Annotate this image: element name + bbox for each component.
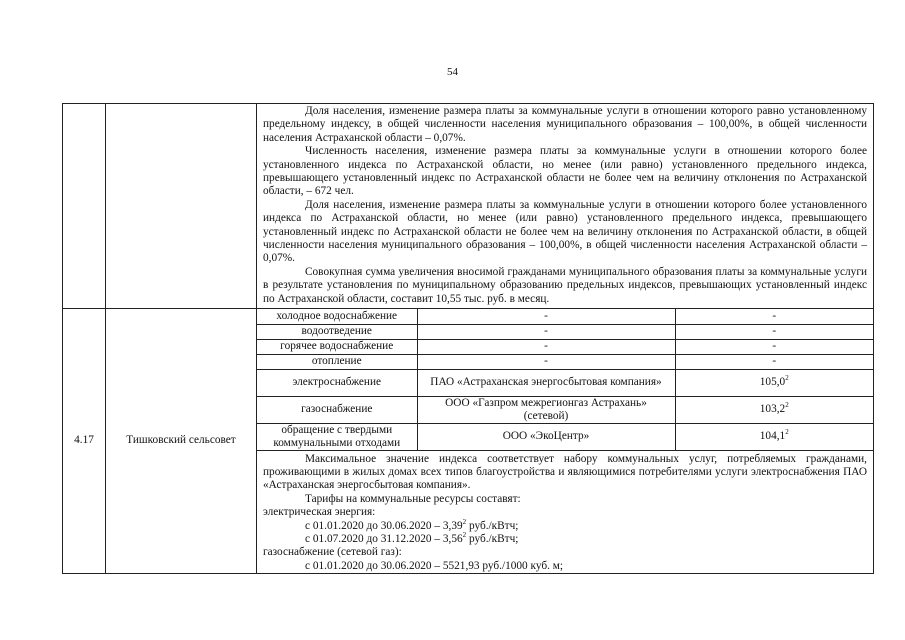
service-name: водоотведение: [257, 324, 417, 339]
population-share-paragraph: Доля населения, изменение размера платы за коммунальные услуги в отношении которого равно установленному предельному индексу, в общей численности населения муниципального образования – 100,00%, в общей численности населения Астраханской области – 0,07%.: [263, 105, 867, 144]
gas-label: газоснабжение (сетевой газ):: [263, 546, 402, 559]
electricity-label: электрическая энергия:: [263, 506, 376, 519]
service-name: горячее водоснабжение: [257, 339, 417, 354]
service-index: 103,2$^2$: [675, 396, 873, 423]
service-provider: -: [417, 339, 675, 354]
tariff-table: [62, 103, 874, 574]
service-provider: -: [417, 354, 675, 369]
tariffs-intro: Тарифы на коммунальные ресурсы составят:: [305, 492, 521, 505]
services-cell: [257, 309, 874, 574]
services-table: [257, 309, 873, 451]
electricity-tariff-2: с 01.07.2020 до 31.12.2020 – 3,56$^2$ руб./кВтч;: [305, 531, 519, 546]
service-provider: ООО «Газпром межрегионгаз Астрахань» (сетевой): [417, 396, 675, 423]
population-stats-cell: [257, 104, 874, 309]
service-name: газоснабжение: [257, 396, 417, 423]
service-index: 105,0$^2$: [675, 369, 873, 396]
population-count-paragraph: Численность населения, изменение размера платы за коммунальные услуги в отношении которого более установленного индекса по Астраханской области, но менее (или равно) установленного предельного индекса, превышающего установленный индекс по Астраханской области не более чем на величину отклонения по Астраханской области, – 672 чел.: [263, 145, 867, 198]
service-name: электроснабжение: [257, 369, 417, 396]
service-row: [257, 423, 873, 450]
page-number: 54: [447, 66, 458, 78]
service-index: -: [675, 339, 873, 354]
service-index: 104,1$^2$: [675, 423, 873, 450]
tariffs-block: [257, 451, 873, 574]
service-row: [257, 396, 873, 423]
service-provider: -: [417, 309, 675, 324]
population-share-excess-paragraph: Доля населения, изменение размера платы за коммунальные услуги в отношении которого более установленного индекса по Астраханской области, но менее (или равно) установленного предельного индекса, превышающего установленный индекс по Астраханской области не более чем на величину отклонения по Астраханской области, в общей численности населения муниципального образования – 100,00%, в общей численности населения Астраханской области – 0,07%.: [263, 198, 867, 265]
service-name: холодное водоснабжение: [257, 309, 417, 324]
service-provider: ООО «ЭкоЦентр»: [417, 423, 675, 450]
service-row: [257, 324, 873, 339]
service-index: -: [675, 354, 873, 369]
service-index: -: [675, 324, 873, 339]
max-index-note: Максимальное значение индекса соответствует набору коммунальных услуг, потребляемых гражданами, проживающими в жилых домах всех типов благоустройства и являющимися потребителями услуги электроснабжения ПАО «Астраханская энергосбытовая компания».: [263, 452, 867, 492]
service-provider: -: [417, 324, 675, 339]
total-increase-paragraph: Совокупная сумма увеличения вносимой гражданами муниципального образования платы за коммунальные услуги в результате установления по муниципальному образованию предельных индексов, превышающих установленный индекс по Астраханской области, составит 10,55 тыс. руб. в месяц.: [263, 265, 867, 305]
service-name: отопление: [257, 354, 417, 369]
electricity-tariff-1: с 01.01.2020 до 30.06.2020 – 3,39$^2$ руб./кВтч;: [305, 517, 519, 532]
municipality-name: Тишковский сельсовет: [106, 309, 257, 574]
table-row: [63, 104, 874, 309]
service-name: обращение с твердыми коммунальными отходами: [257, 423, 417, 450]
row-number-cell-empty: [63, 104, 106, 309]
service-index: -: [675, 309, 873, 324]
service-row: [257, 369, 873, 396]
service-row: [257, 339, 873, 354]
service-row: [257, 309, 873, 324]
service-row: [257, 354, 873, 369]
row-number: 4.17: [63, 309, 106, 574]
row-name-cell-empty: [106, 104, 257, 309]
service-provider: ПАО «Астраханская энергосбытовая компания»: [417, 369, 675, 396]
table-row: [63, 309, 874, 574]
gas-tariff-1: с 01.01.2020 до 30.06.2020 – 5521,93 руб./1000 куб. м;: [305, 559, 564, 572]
